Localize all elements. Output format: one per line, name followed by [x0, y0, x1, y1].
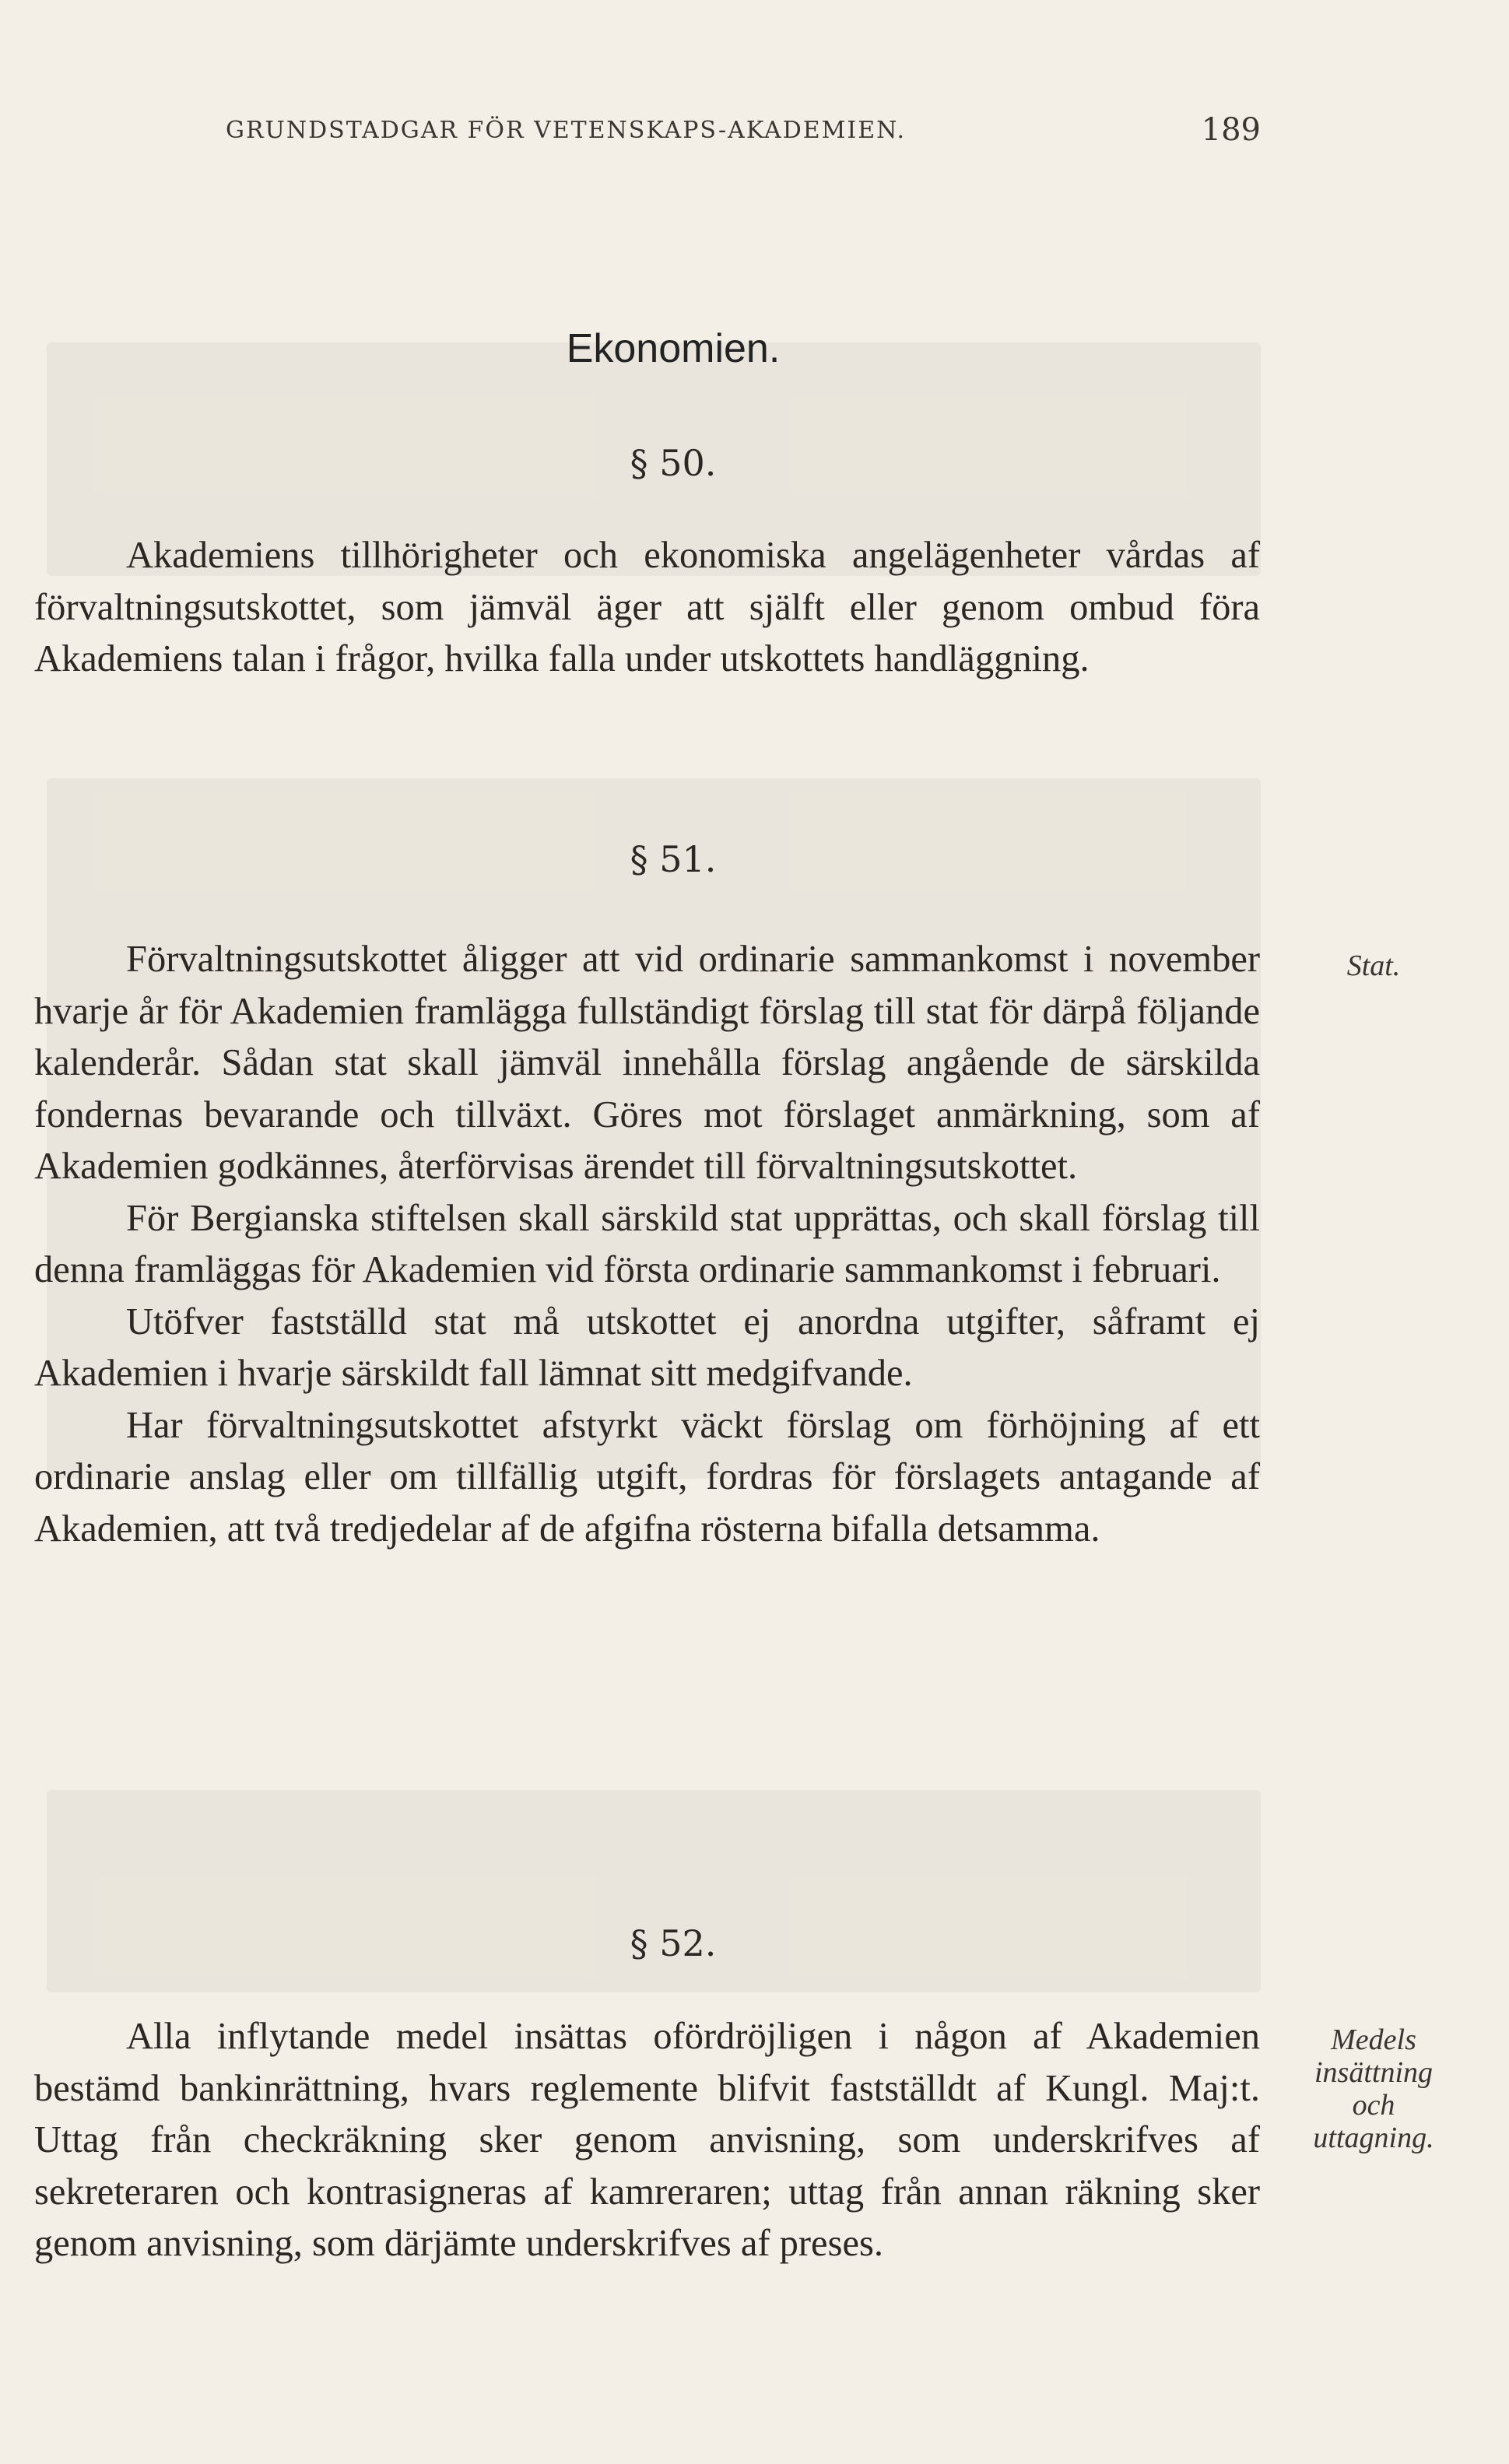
paragraph-mark-51: § 51.	[630, 838, 717, 880]
margin-note-medels	[1276, 2023, 1471, 2154]
paragraph: Akademiens tillhörigheter och ekonomiska angelägenheter vårdas af förvaltningsutskottet, som jämväl äger att själft eller genom ombud föra Akademiens talan i frågor, hvilka falla under utskottets handläggning.	[34, 535, 1260, 679]
margin-note-line: uttagning.	[1313, 2122, 1434, 2154]
paragraph-mark-50: § 50.	[630, 442, 717, 484]
paragraph: Alla inflytande medel insättas ofördröjligen i någon af Akademien bestämd bankinrättning, hvars reglemente blifvit fastställdt af Kungl. Maj:t. Uttag från checkräkning sker genom anvisning, som underskrifves af sekreteraren och kontrasigneras af kamreraren; uttag från annan räkning sker genom anvisning, som därjämte underskrifves af preses.	[34, 2016, 1260, 2264]
section-52-body	[34, 2011, 1260, 2270]
section-50-body	[34, 530, 1260, 686]
running-head	[226, 112, 1261, 148]
section-title: Ekonomien.	[566, 326, 781, 371]
paragraph: Förvaltningsutskottet åligger att vid ordinarie sammankomst i november hvarje år för Akademien framlägga fullständigt förslag till stat för därpå följande kalenderår. Sådan stat skall jämväl innehålla förslag angående de särskilda fondernas bevarande och tillväxt. Göres mot förslaget anmärkning, som af Akademien godkännes, återförvisas ärendet till förvaltningsutskottet.	[34, 939, 1260, 1187]
margin-note-line: Medels	[1331, 2023, 1416, 2056]
paragraph: För Bergianska stiftelsen skall särskild stat upprättas, och skall förslag till denna framläggas för Akademien vid första ordinarie sammankomst i februari.	[34, 1197, 1260, 1290]
margin-note-line: insättning	[1314, 2056, 1434, 2089]
page-number: 189	[1201, 112, 1261, 148]
paragraph: Har förvaltningsutskottet afstyrkt väckt förslag om förhöjning af ett ordinarie anslag eller om tillfällig utgift, fordras för förslagets antagande af Akademien, att två tredjedelar af de afgifna rösterna bifalla detsamma.	[34, 1404, 1260, 1550]
paragraph: Utöfver fastställd stat må utskottet ej anordna utgifter, såframt ej Akademien i hvarje särskildt fall lämnat sitt medgifvande.	[34, 1300, 1260, 1394]
margin-note-stat: Stat.	[1346, 949, 1401, 982]
running-title: GRUNDSTADGAR FÖR VETENSKAPS-AKADEMIEN.	[226, 117, 906, 144]
paragraph-mark-52: § 52.	[630, 1922, 717, 1964]
margin-note-line: och	[1352, 2089, 1395, 2122]
section-51-body	[34, 934, 1260, 1555]
